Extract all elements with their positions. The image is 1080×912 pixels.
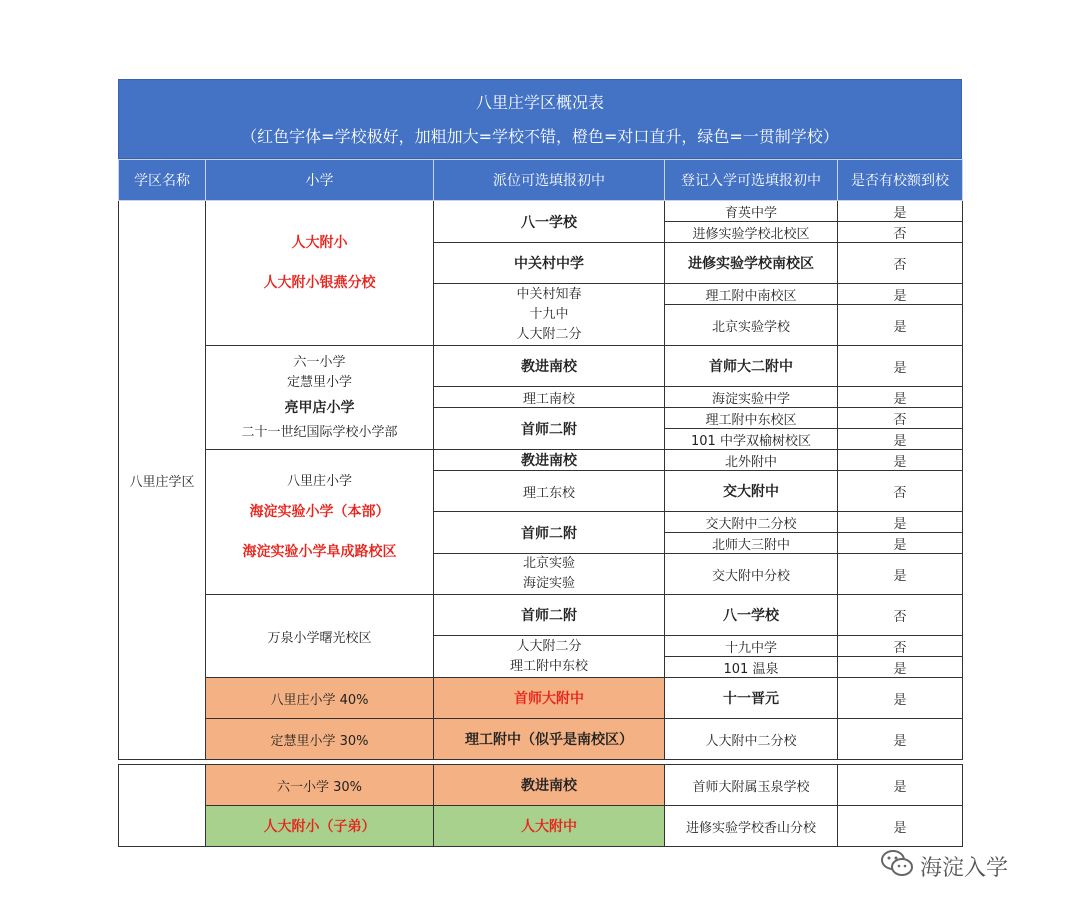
empty-district-cell — [119, 765, 206, 847]
quota-value: 否 — [838, 222, 963, 243]
school-table — [118, 159, 963, 760]
wechat-icon — [880, 848, 914, 884]
lottery-cell — [434, 636, 665, 678]
primary-school: 人大附小 — [291, 235, 348, 251]
quota-value: 是 — [838, 554, 963, 595]
reg-school: 北外附中 — [665, 450, 838, 471]
lottery-school: 理工附中东校 — [509, 658, 588, 674]
primary-school: 二十一世纪国际学校小学部 — [241, 424, 398, 440]
header-lottery: 派位可选填报初中 — [434, 160, 665, 201]
lottery-school: 人大附二分 — [516, 638, 582, 654]
district-table — [118, 79, 962, 847]
table-title-block — [118, 79, 962, 159]
reg-school: 进修实验学校南校区 — [665, 243, 838, 284]
lottery-cell — [434, 450, 665, 471]
quota-value: 否 — [838, 595, 963, 636]
quota-value: 否 — [838, 408, 963, 429]
lottery-cell — [434, 346, 665, 387]
table-row — [119, 595, 963, 636]
lottery-cell — [434, 408, 665, 450]
header-district: 学区名称 — [119, 160, 206, 201]
lottery-cell — [434, 284, 665, 346]
quota-value: 是 — [838, 765, 963, 806]
primary-cell — [206, 450, 434, 595]
header-registration: 登记入学可选填报初中 — [665, 160, 838, 201]
lottery-school: 首师大附中 — [434, 678, 665, 719]
lottery-cell — [434, 512, 665, 554]
lottery-school: 海淀实验 — [522, 576, 575, 591]
primary-school: 亮甲店小学 — [284, 399, 355, 416]
primary-school: 定慧里小学 — [286, 374, 352, 390]
lottery-school: 人大附二分 — [516, 326, 582, 342]
primary-school: 万泉小学曙光校区 — [267, 630, 372, 646]
table-title: 八里庄学区概况表 — [475, 93, 604, 112]
lottery-school: 十九中 — [529, 306, 569, 322]
quota-value: 否 — [838, 471, 963, 512]
lottery-cell — [434, 201, 665, 243]
reg-school: 八一学校 — [665, 595, 838, 636]
lottery-school: 北京实验 — [522, 556, 575, 571]
reg-school: 十九中学 — [665, 636, 838, 657]
reg-school: 101 温泉 — [665, 657, 838, 678]
quota-value: 是 — [838, 450, 963, 471]
primary-school: 人大附小（子弟） — [206, 806, 434, 847]
reg-school: 交大附中 — [665, 471, 838, 512]
lottery-cell — [434, 243, 665, 284]
lottery-school: 教进南校 — [521, 359, 577, 375]
table-row — [119, 450, 963, 471]
reg-school: 首师大附属玉泉学校 — [665, 765, 838, 806]
primary-school: 八里庄小学 — [286, 474, 352, 489]
reg-school: 首师大二附中 — [665, 346, 838, 387]
primary-cell — [206, 201, 434, 346]
lottery-school: 教进南校 — [434, 765, 665, 806]
lottery-school: 中关村知春 — [516, 286, 582, 302]
reg-school: 十一晋元 — [665, 678, 838, 719]
district-name-cell — [119, 201, 206, 760]
reg-school: 交大附中分校 — [665, 554, 838, 595]
lottery-school: 八一学校 — [521, 214, 577, 231]
lottery-school: 首师二附 — [521, 421, 577, 438]
reg-school: 人大附中二分校 — [665, 719, 838, 760]
quota-value: 是 — [838, 657, 963, 678]
reg-school: 进修实验学校北校区 — [665, 222, 838, 243]
reg-school: 理工附中南校区 — [665, 284, 838, 305]
primary-school: 人大附小银燕分校 — [263, 275, 376, 291]
reg-school: 海淀实验中学 — [665, 387, 838, 408]
header-primary: 小学 — [206, 160, 434, 201]
lottery-cell — [434, 387, 665, 408]
table-row — [119, 765, 963, 806]
primary-school: 六一小学 — [293, 354, 346, 370]
quota-value: 是 — [838, 719, 963, 760]
lottery-cell — [434, 471, 665, 512]
primary-school: 海淀实验小学（本部） — [249, 504, 390, 520]
primary-school: 八里庄小学 40% — [206, 678, 434, 719]
extra-table — [118, 764, 963, 847]
watermark-text: 海淀入学 — [920, 855, 1009, 881]
quota-value: 是 — [838, 284, 963, 305]
quota-value: 是 — [838, 512, 963, 533]
quota-value: 是 — [838, 387, 963, 408]
table-row — [119, 719, 963, 760]
quota-value: 是 — [838, 429, 963, 450]
lottery-school: 中关村中学 — [514, 256, 584, 272]
quota-value: 是 — [838, 533, 963, 554]
quota-value: 否 — [838, 243, 963, 284]
quota-value: 是 — [838, 346, 963, 387]
lottery-school: 首师二附 — [521, 608, 577, 624]
reg-school: 北师大三附中 — [665, 533, 838, 554]
quota-value: 是 — [838, 201, 963, 222]
table-row — [119, 346, 963, 387]
table-row — [119, 201, 963, 222]
reg-school: 理工附中东校区 — [665, 408, 838, 429]
table-row — [119, 806, 963, 847]
primary-school: 六一小学 30% — [206, 765, 434, 806]
reg-school: 交大附中二分校 — [665, 512, 838, 533]
primary-cell — [206, 346, 434, 450]
lottery-school: 首师二附 — [521, 525, 577, 542]
table-row — [119, 678, 963, 719]
lottery-cell — [434, 595, 665, 636]
watermark — [880, 848, 1008, 884]
quota-value: 是 — [838, 305, 963, 346]
lottery-school: 理工附中（似乎是南校区） — [434, 719, 665, 760]
table-legend: （红色字体=学校极好，加粗加大=学校不错，橙色=对口直升，绿色=一贯制学校） — [241, 127, 839, 146]
primary-school: 定慧里小学 30% — [206, 719, 434, 760]
lottery-cell — [434, 554, 665, 595]
primary-cell — [206, 595, 434, 678]
reg-school: 101 中学双榆树校区 — [665, 429, 838, 450]
lottery-school: 教进南校 — [521, 453, 577, 469]
lottery-school: 理工南校 — [522, 391, 575, 407]
header-row — [119, 160, 963, 201]
reg-school: 进修实验学校香山分校 — [665, 806, 838, 847]
reg-school: 北京实验学校 — [665, 305, 838, 346]
quota-value: 是 — [838, 678, 963, 719]
lottery-school: 理工东校 — [522, 485, 575, 501]
primary-school: 海淀实验小学阜成路校区 — [242, 544, 397, 560]
district-name: 八里庄学区 — [129, 474, 195, 490]
reg-school: 育英中学 — [665, 201, 838, 222]
header-quota: 是否有校额到校 — [838, 160, 963, 201]
quota-value: 是 — [838, 806, 963, 847]
quota-value: 否 — [838, 636, 963, 657]
lottery-school: 人大附中 — [434, 806, 665, 847]
